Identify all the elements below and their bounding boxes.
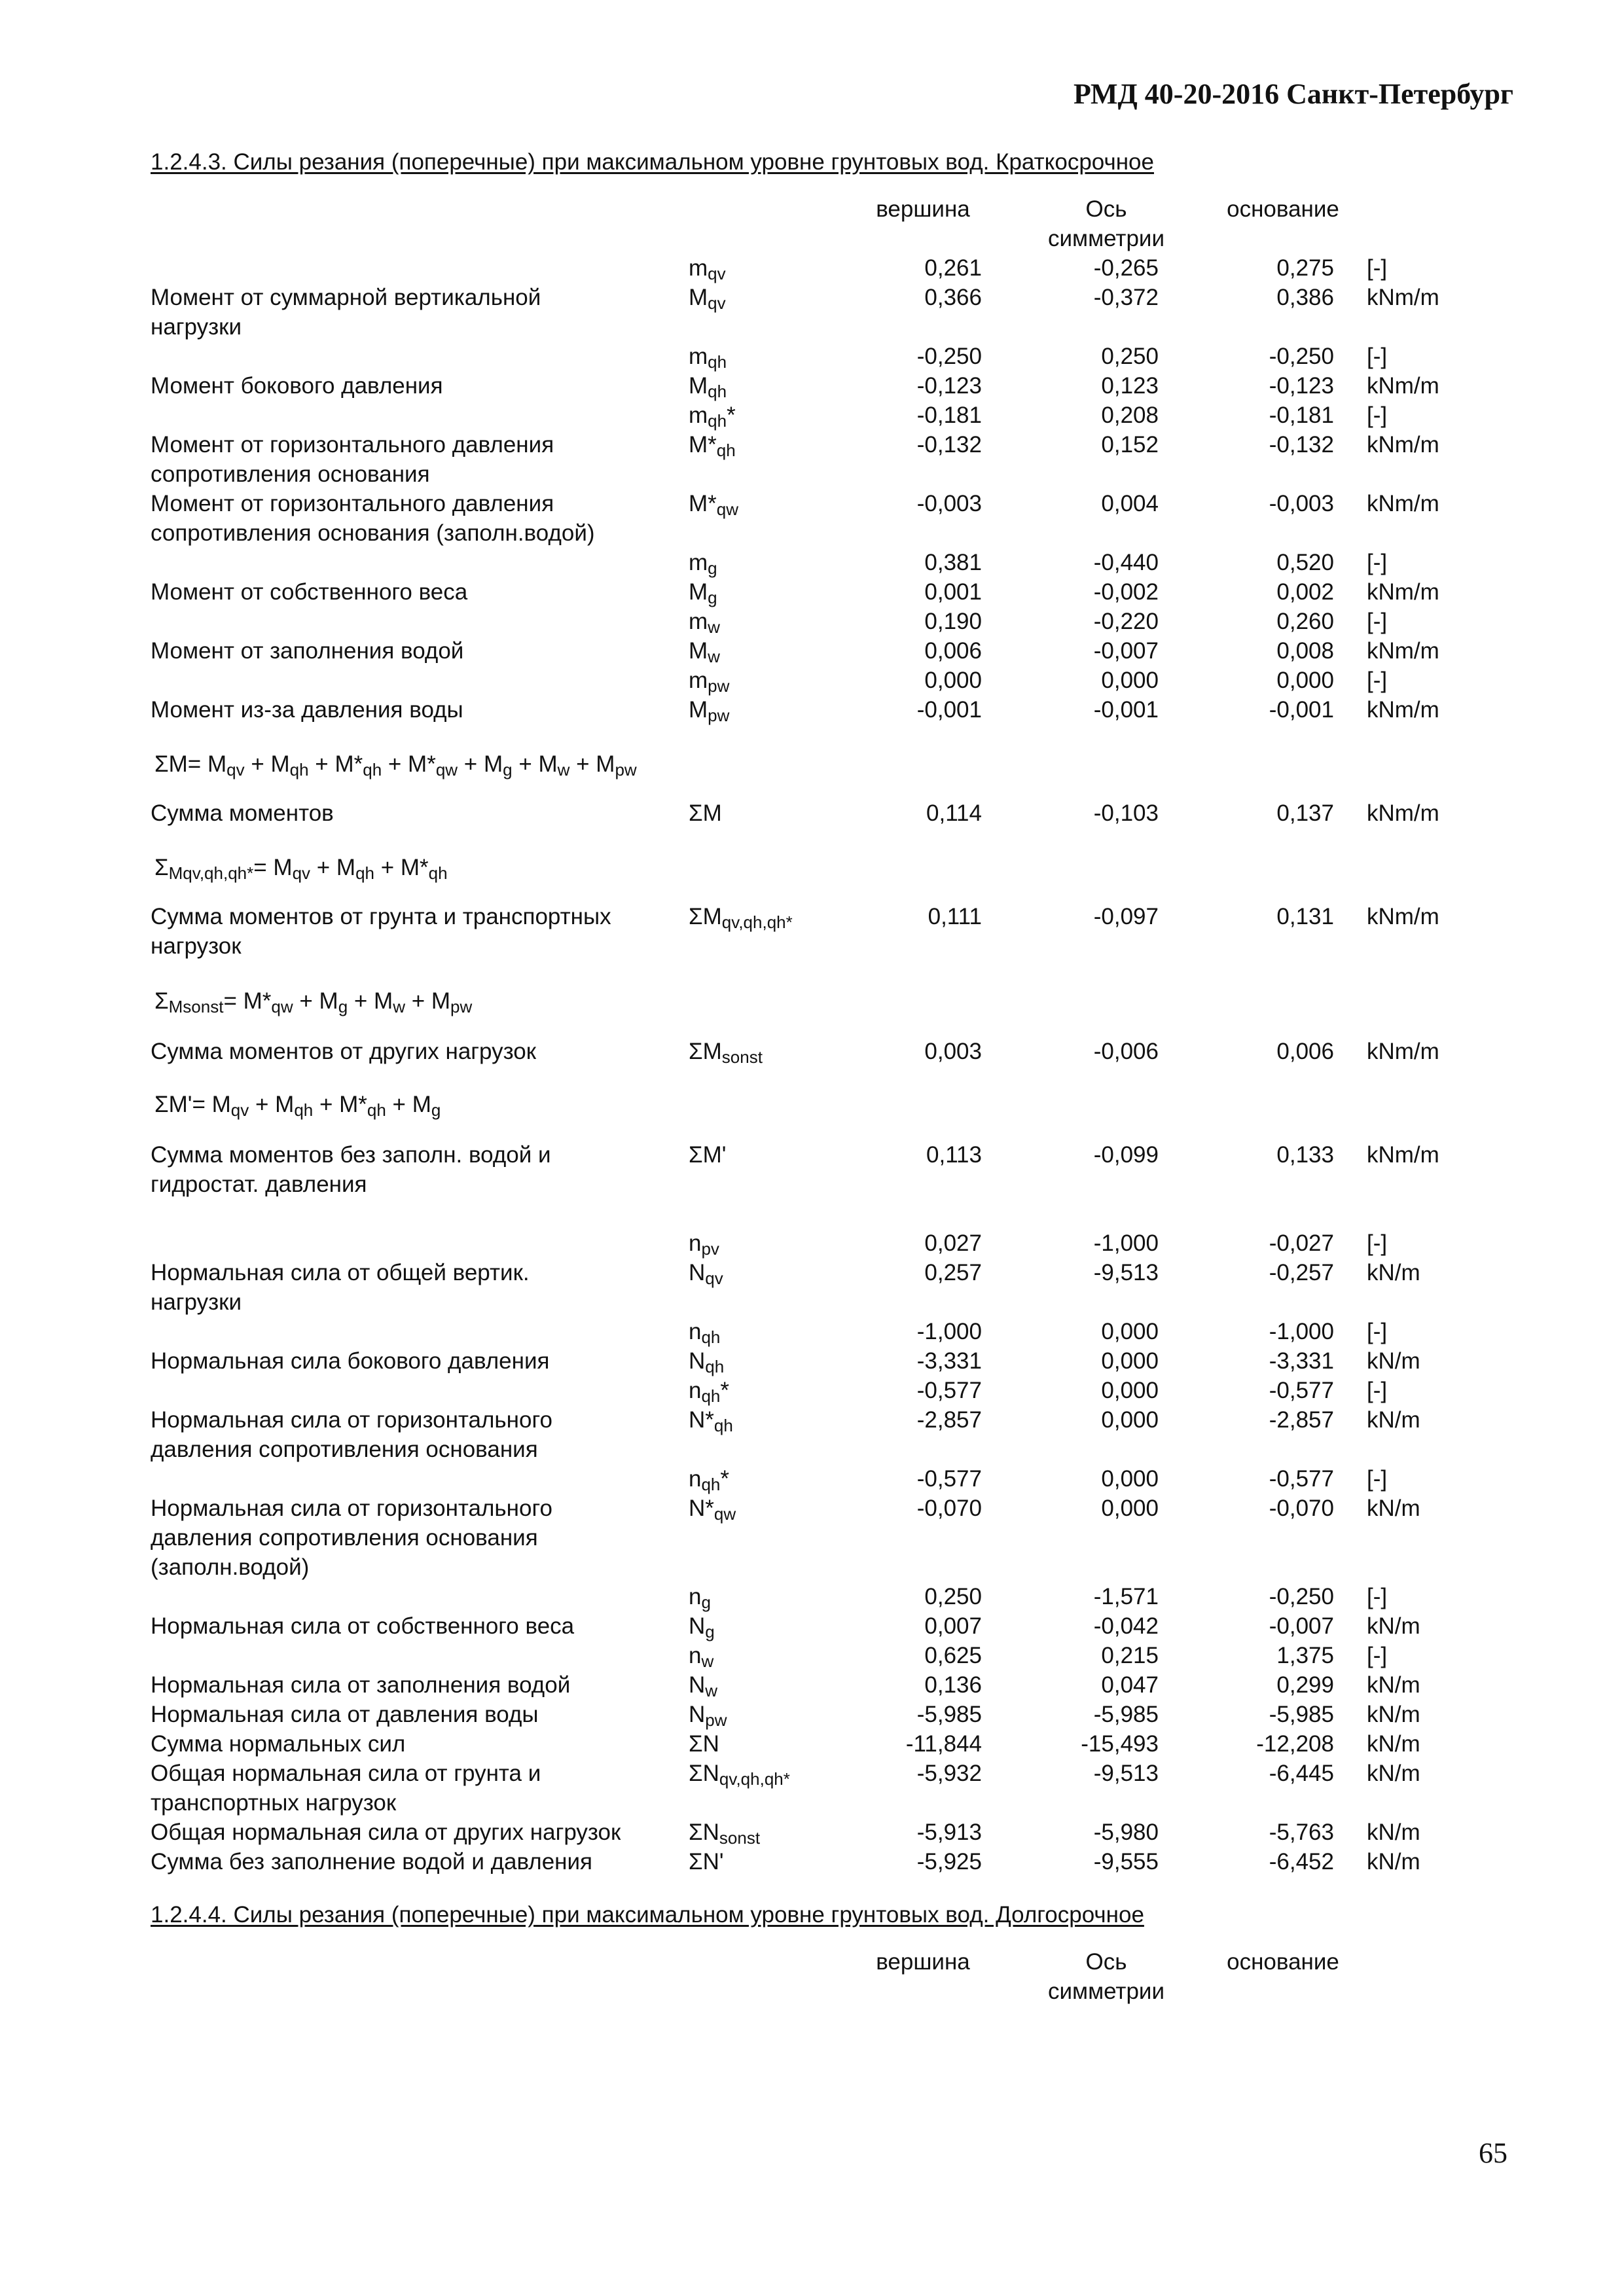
row-symbol: $N_w$ (689, 1672, 718, 1700)
value-axis: 0,215 (1101, 1643, 1159, 1668)
row-unit: kN/m (1367, 1849, 1420, 1874)
value-base: -0,257 (1269, 1260, 1334, 1285)
value-base: 0,137 (1276, 800, 1334, 826)
row-unit: kNm/m (1367, 638, 1439, 664)
value-axis: 0,152 (1101, 432, 1159, 457)
row-symbol: $\Sigma N_{sonst}$ (689, 1820, 761, 1848)
row-label: Момент от горизонтального давления (151, 432, 554, 457)
table-row (0, 1670, 1624, 1700)
value-top: 0,113 (926, 1142, 982, 1168)
row-symbol: $M_w$ (689, 638, 720, 666)
row-unit: kN/m (1367, 1820, 1420, 1845)
row-unit: [-] (1367, 1319, 1388, 1344)
row-label: Нормальная сила бокового давления (151, 1348, 550, 1374)
value-axis: -0,103 (1093, 800, 1159, 826)
value-base: -12,208 (1256, 1731, 1334, 1757)
value-axis: -0,440 (1093, 550, 1159, 575)
row-unit: kNm/m (1367, 697, 1439, 723)
value-top: 0,250 (924, 1584, 982, 1609)
row-label: Нормальная сила от горизонтального (151, 1407, 552, 1433)
value-base: -0,003 (1269, 491, 1334, 516)
row-symbol: $n_{qh}*$ (689, 1466, 730, 1494)
table-row (0, 1729, 1624, 1759)
formula-sum-moments: $\Sigma M= M_{qv} + M_{qh} + M*_{qh} + M*_{qw} + M_g + M_w + M_{pw}$ (154, 751, 637, 780)
row-label: Сумма нормальных сил (151, 1731, 406, 1757)
row-unit: kN/m (1367, 1260, 1420, 1285)
value-base: -0,181 (1269, 403, 1334, 428)
row-unit: kN/m (1367, 1761, 1420, 1786)
row-unit: [-] (1367, 1643, 1388, 1668)
value-base: -5,763 (1269, 1820, 1334, 1845)
value-axis: 0,047 (1101, 1672, 1159, 1698)
row-unit: kNm/m (1367, 1142, 1439, 1168)
value-axis: 0,123 (1101, 373, 1159, 399)
value-axis: -0,042 (1093, 1613, 1159, 1639)
table-row (0, 489, 1624, 546)
value-top: -1,000 (916, 1319, 982, 1344)
row-unit: [-] (1367, 403, 1388, 428)
value-top: -0,181 (916, 403, 982, 428)
col-head-base: основание (1227, 196, 1339, 222)
row-symbol: $M_{pw}$ (689, 697, 730, 725)
table-row (0, 1641, 1624, 1670)
row-label: Нормальная сила от давления воды (151, 1702, 539, 1727)
value-axis: -0,265 (1093, 255, 1159, 281)
table-row (0, 1405, 1624, 1462)
row-label: Момент от суммарной вертикальной (151, 285, 541, 310)
row-label: Нормальная сила от собственного веса (151, 1613, 575, 1639)
value-axis: -9,513 (1093, 1761, 1159, 1786)
row-label: Нормальная сила от общей вертик. (151, 1260, 530, 1285)
row-symbol: $N_{pw}$ (689, 1702, 727, 1730)
value-axis: 0,000 (1101, 1407, 1159, 1433)
row-label: Нормальная сила от горизонтального (151, 1496, 552, 1521)
page-number: 65 (1479, 2137, 1507, 2169)
value-base: -3,331 (1269, 1348, 1334, 1374)
formula-sum-without-water: $\Sigma M'= M_{qv} + M_{qh} + M*_{qh} + M_g$ (154, 1092, 441, 1120)
value-axis: -1,000 (1093, 1230, 1159, 1256)
value-top: -5,985 (916, 1702, 982, 1727)
table-row (0, 1494, 1624, 1580)
row-label-cont: сопротивления основания (заполн.водой) (151, 520, 595, 546)
table-row (0, 577, 1624, 607)
value-axis: 0,250 (1101, 344, 1159, 369)
row-label-cont: транспортных нагрузок (151, 1790, 397, 1816)
col-head-base-2: основание (1227, 1949, 1339, 1975)
value-top: 0,007 (924, 1613, 982, 1639)
value-axis: 0,000 (1101, 1319, 1159, 1344)
value-top: -3,331 (916, 1348, 982, 1374)
row-unit: kN/m (1367, 1731, 1420, 1757)
page-header: РМД 40-20-2016 Санкт-Петербург (1073, 78, 1513, 110)
table-row (0, 636, 1624, 666)
value-base: -0,250 (1269, 1584, 1334, 1609)
value-base: 0,260 (1276, 609, 1334, 634)
row-symbol: $M_g$ (689, 579, 717, 607)
value-base: -0,123 (1269, 373, 1334, 399)
value-base: -5,985 (1269, 1702, 1334, 1727)
value-top: -0,003 (916, 491, 982, 516)
value-axis: -0,007 (1093, 638, 1159, 664)
table-row (0, 548, 1624, 577)
row-unit: [-] (1367, 1584, 1388, 1609)
row-label: Момент бокового давления (151, 373, 443, 399)
row-symbol: $M_{qv}$ (689, 285, 726, 313)
value-base: -0,250 (1269, 344, 1334, 369)
formula-sum-soil-traffic: $\Sigma_{Mqv,qh,qh*}= M_{qv} + M_{qh} + M*_{qh}$ (154, 855, 448, 883)
row-unit: kNm/m (1367, 1039, 1439, 1064)
table-row (0, 1317, 1624, 1346)
value-top: -0,577 (916, 1378, 982, 1403)
value-top: 0,257 (924, 1260, 982, 1285)
table-row (0, 607, 1624, 636)
table-row (0, 695, 1624, 725)
value-top: 0,261 (924, 255, 982, 281)
value-top: -5,932 (916, 1761, 982, 1786)
value-top: -5,913 (916, 1820, 982, 1845)
row-symbol: $\Sigma M_{sonst}$ (689, 1039, 763, 1067)
row-symbol: ΣN (689, 1731, 719, 1757)
col-head-axis: Ось (1085, 196, 1127, 222)
table-row (0, 342, 1624, 371)
value-axis: 0,004 (1101, 491, 1159, 516)
row-label-cont: нагрузки (151, 314, 242, 340)
row-label: Общая нормальная сила от грунта и (151, 1761, 541, 1786)
row-symbol: $n_{qh}*$ (689, 1378, 730, 1406)
row-symbol: $N*_{qh}$ (689, 1407, 733, 1435)
row-symbol: ΣM (689, 800, 722, 826)
value-base: -6,445 (1269, 1761, 1334, 1786)
table-row (0, 401, 1624, 430)
value-axis: -0,097 (1093, 904, 1159, 929)
value-base: 0,006 (1276, 1039, 1334, 1064)
value-axis: 0,208 (1101, 403, 1159, 428)
table-row (0, 371, 1624, 401)
value-top: 0,111 (928, 904, 982, 929)
value-top: 0,006 (924, 638, 982, 664)
value-base: 0,000 (1276, 668, 1334, 693)
value-axis: -9,555 (1093, 1849, 1159, 1874)
row-label-cont: нагрузок (151, 933, 242, 959)
row-label-cont: сопротивления основания (151, 461, 430, 487)
table-row (0, 1700, 1624, 1729)
value-base: 0,299 (1276, 1672, 1334, 1698)
row-symbol: $m_g$ (689, 550, 717, 578)
value-base: -6,452 (1269, 1849, 1334, 1874)
value-top: 0,366 (924, 285, 982, 310)
value-base: -0,132 (1269, 432, 1334, 457)
value-base: 0,520 (1276, 550, 1334, 575)
row-unit: kNm/m (1367, 579, 1439, 605)
table-row (0, 1346, 1624, 1376)
row-unit: kN/m (1367, 1496, 1420, 1521)
row-label: Общая нормальная сила от других нагрузок (151, 1820, 621, 1845)
value-axis: -0,372 (1093, 285, 1159, 310)
row-label: Сумма моментов от грунта и транспортных (151, 904, 611, 929)
value-top: 0,003 (924, 1039, 982, 1064)
col-head-axis-3: Ось (1085, 1949, 1127, 1975)
row-unit: kN/m (1367, 1407, 1420, 1433)
row-unit: [-] (1367, 344, 1388, 369)
value-axis: -0,001 (1093, 697, 1159, 723)
value-axis: -0,099 (1093, 1142, 1159, 1168)
value-base: -2,857 (1269, 1407, 1334, 1433)
value-top: -0,123 (916, 373, 982, 399)
table-row (0, 798, 1624, 828)
value-base: 0,008 (1276, 638, 1334, 664)
row-unit: kNm/m (1367, 285, 1439, 310)
row-unit: kN/m (1367, 1348, 1420, 1374)
row-unit: [-] (1367, 609, 1388, 634)
row-symbol: $M*_{qw}$ (689, 491, 739, 519)
col-head-axis-2: симметрии (1047, 226, 1165, 251)
row-symbol: $n_{pv}$ (689, 1230, 719, 1259)
value-base: -0,007 (1269, 1613, 1334, 1639)
table-row (0, 1464, 1624, 1494)
row-symbol: $n_{qh}$ (689, 1319, 721, 1347)
table-row (0, 430, 1624, 487)
row-unit: [-] (1367, 255, 1388, 281)
table-row (0, 283, 1624, 340)
value-base: -0,577 (1269, 1378, 1334, 1403)
row-label: Сумма моментов от других нагрузок (151, 1039, 537, 1064)
row-symbol: $\Sigma N_{qv,qh,qh*}$ (689, 1761, 790, 1789)
value-top: 0,190 (924, 609, 982, 634)
table-row (0, 1582, 1624, 1611)
value-axis: 0,000 (1101, 1378, 1159, 1403)
row-unit: kNm/m (1367, 491, 1439, 516)
table-row (0, 1037, 1624, 1066)
value-top: -2,857 (916, 1407, 982, 1433)
row-unit: kNm/m (1367, 373, 1439, 399)
value-base: -0,577 (1269, 1466, 1334, 1492)
row-unit: [-] (1367, 1466, 1388, 1492)
value-axis: -0,006 (1093, 1039, 1159, 1064)
table-row (0, 1818, 1624, 1847)
row-label-cont: нагрузки (151, 1289, 242, 1315)
row-symbol: $m_{qh}$ (689, 344, 727, 372)
value-base: 0,386 (1276, 285, 1334, 310)
value-base: -0,027 (1269, 1230, 1334, 1256)
value-base: 0,002 (1276, 579, 1334, 605)
col-head-axis-4: симметрии (1047, 1979, 1165, 2004)
row-symbol: $\Sigma M_{qv,qh,qh*}$ (689, 904, 793, 932)
row-label: Сумма моментов (151, 800, 334, 826)
value-base: -0,070 (1269, 1496, 1334, 1521)
row-unit: kN/m (1367, 1613, 1420, 1639)
row-unit: [-] (1367, 550, 1388, 575)
value-top: 0,027 (924, 1230, 982, 1256)
value-top: 0,381 (924, 550, 982, 575)
value-axis: 0,000 (1101, 1496, 1159, 1521)
value-top: 0,114 (926, 800, 982, 826)
table-row (0, 1229, 1624, 1258)
row-label: Момент от горизонтального давления (151, 491, 554, 516)
formula-sum-other: $\Sigma_{Msonst}= M*_{qw} + M_g + M_w + M_{pw}$ (154, 988, 473, 1016)
value-base: -0,001 (1269, 697, 1334, 723)
row-symbol: $N_{qv}$ (689, 1260, 723, 1288)
row-label: Момент от заполнения водой (151, 638, 464, 664)
value-top: 0,001 (924, 579, 982, 605)
row-symbol: $n_g$ (689, 1584, 711, 1612)
table-row (0, 666, 1624, 695)
value-top: 0,625 (924, 1643, 982, 1668)
value-top: -5,925 (916, 1849, 982, 1874)
value-axis: -9,513 (1093, 1260, 1159, 1285)
table-row (0, 1258, 1624, 1315)
row-symbol: $m_{pw}$ (689, 668, 730, 696)
table-row (0, 1376, 1624, 1405)
value-top: 0,136 (924, 1672, 982, 1698)
row-unit: [-] (1367, 668, 1388, 693)
row-symbol: $N_g$ (689, 1613, 715, 1641)
value-axis: -0,220 (1093, 609, 1159, 634)
row-symbol: $M_{qh}$ (689, 373, 727, 401)
value-axis: -5,985 (1093, 1702, 1159, 1727)
value-axis: 0,000 (1101, 1348, 1159, 1374)
section-title-short-term: 1.2.4.3. Силы резания (поперечные) при максимальном уровне грунтовых вод. Краткосрочное (151, 149, 1154, 175)
value-base: 1,375 (1276, 1643, 1334, 1668)
value-axis: 0,000 (1101, 668, 1159, 693)
row-unit: kNm/m (1367, 904, 1439, 929)
table-row (0, 1759, 1624, 1816)
value-axis: 0,000 (1101, 1466, 1159, 1492)
row-label-cont: гидростат. давления (151, 1172, 367, 1197)
row-symbol: $N_{qh}$ (689, 1348, 725, 1376)
value-axis: -0,002 (1093, 579, 1159, 605)
row-symbol: $M*_{qh}$ (689, 432, 736, 460)
table-row (0, 253, 1624, 283)
value-axis: -5,980 (1093, 1820, 1159, 1845)
value-axis: -15,493 (1081, 1731, 1159, 1757)
value-top: -0,132 (916, 432, 982, 457)
row-symbol: ΣM' (689, 1142, 727, 1168)
row-symbol: $m_{qv}$ (689, 255, 726, 283)
row-unit: [-] (1367, 1378, 1388, 1403)
table-row (0, 1847, 1624, 1876)
row-label-cont: давления сопротивления основания (151, 1437, 538, 1462)
value-base: 0,275 (1276, 255, 1334, 281)
row-symbol: $m_w$ (689, 609, 720, 637)
row-symbol: ΣN' (689, 1849, 724, 1874)
value-axis: -1,571 (1093, 1584, 1159, 1609)
value-top: 0,000 (924, 668, 982, 693)
row-symbol: $m_{qh}*$ (689, 403, 736, 431)
col-head-top: вершина (876, 196, 970, 222)
row-unit: kNm/m (1367, 800, 1439, 826)
col-head-top-2: вершина (876, 1949, 970, 1975)
value-top: -0,250 (916, 344, 982, 369)
row-label-cont: (заполн.водой) (151, 1554, 310, 1580)
value-top: -11,844 (905, 1731, 982, 1757)
row-label: Момент из-за давления воды (151, 697, 463, 723)
row-label: Момент от собственного веса (151, 579, 468, 605)
value-base: 0,133 (1276, 1142, 1334, 1168)
table-row (0, 902, 1624, 959)
value-base: -1,000 (1269, 1319, 1334, 1344)
row-unit: [-] (1367, 1230, 1388, 1256)
section-title-long-term: 1.2.4.4. Силы резания (поперечные) при максимальном уровне грунтовых вод. Долгосрочное (151, 1902, 1144, 1928)
row-unit: kN/m (1367, 1672, 1420, 1698)
value-top: -0,070 (916, 1496, 982, 1521)
row-label: Сумма моментов без заполн. водой и (151, 1142, 551, 1168)
value-top: -0,001 (916, 697, 982, 723)
row-symbol: $N*_{qw}$ (689, 1496, 736, 1524)
row-label: Сумма без заполнение водой и давления (151, 1849, 592, 1874)
row-unit: kN/m (1367, 1702, 1420, 1727)
row-symbol: $n_w$ (689, 1643, 714, 1671)
row-label-cont: давления сопротивления основания (151, 1525, 538, 1551)
row-label: Нормальная сила от заполнения водой (151, 1672, 571, 1698)
table-row (0, 1611, 1624, 1641)
value-top: -0,577 (916, 1466, 982, 1492)
value-base: 0,131 (1276, 904, 1334, 929)
row-unit: kNm/m (1367, 432, 1439, 457)
table-row (0, 1140, 1624, 1197)
